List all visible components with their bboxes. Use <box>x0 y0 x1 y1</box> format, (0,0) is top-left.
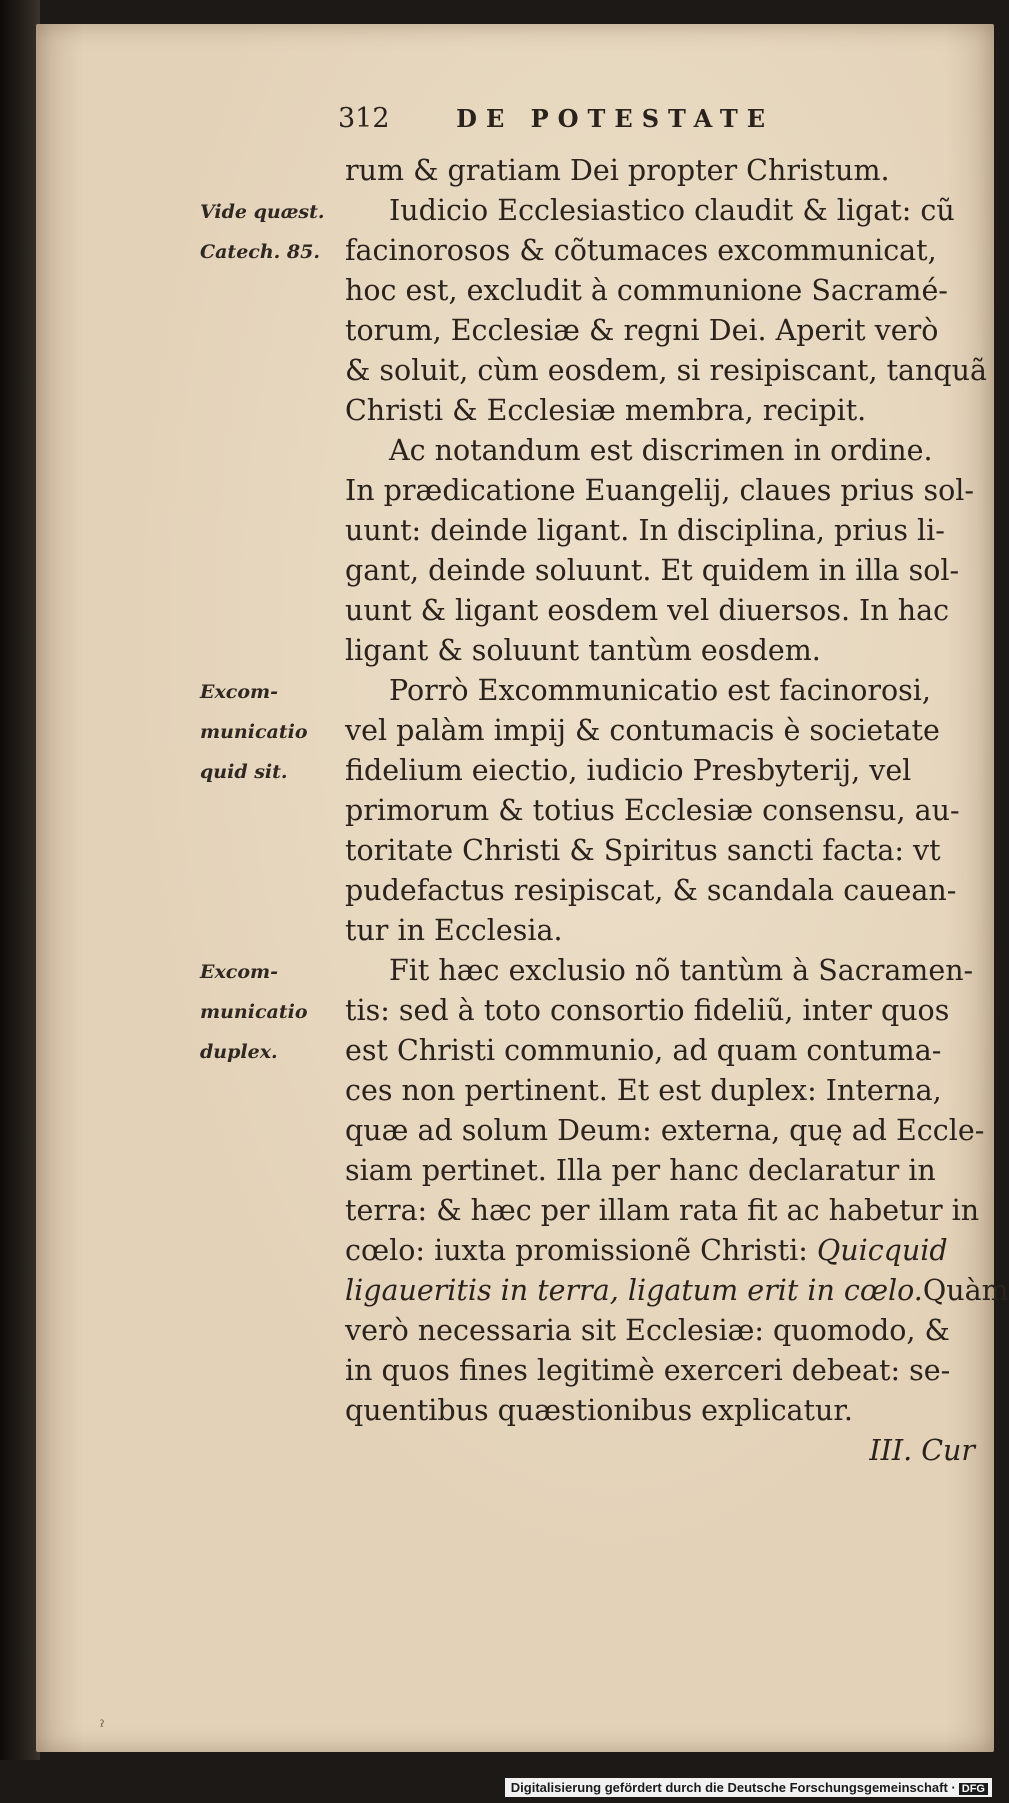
text-line: fidelium eiectio, iudicio Presbyterij, vel <box>345 754 912 787</box>
text-line: verò necessaria sit Ecclesiæ: quomodo, & <box>345 1314 950 1347</box>
text-line: quentibus quæstionibus explicatur. <box>345 1394 853 1427</box>
text-line: tur in Ecclesia. <box>345 914 563 947</box>
text-line: facinorosos & cõtumaces excommunicat, <box>345 234 937 267</box>
margin-note-line: duplex. <box>200 1041 278 1063</box>
digitization-credit <box>505 1778 992 1797</box>
margin-note-line: municatio <box>200 1001 308 1023</box>
page-number: 312 <box>338 103 390 134</box>
text-line: Christi & Ecclesiæ membra, recipit. <box>345 394 867 427</box>
text-line: torum, Ecclesiæ & regni Dei. Aperit verò <box>345 314 939 347</box>
text-line <box>345 1271 1009 1311</box>
text-line: Fit hæc exclusio nõ tantùm à Sacramen- <box>389 954 974 987</box>
text-line: toritate Christi & Spiritus sancti facta: vt <box>345 834 941 867</box>
margin-note-excommunication-definition <box>200 672 350 792</box>
text-line: Porrò Excommunicatio est facinorosi, <box>389 674 931 707</box>
text-line: pudefactus resipiscat, & scandala cauean- <box>345 874 957 907</box>
text-line: in quos fines legitimè exerceri debeat: se- <box>345 1354 951 1387</box>
text-line: quæ ad solum Deum: externa, quę ad Eccle- <box>345 1114 985 1147</box>
scripture-quote: ligaueritis in terra, ligatum erit in cœlo. <box>345 1274 923 1307</box>
margin-note-line: Excom- <box>200 681 279 703</box>
text-line: uunt: deinde ligant. In disciplina, prius li- <box>345 514 945 547</box>
running-head <box>338 103 774 134</box>
text-line: rum & gratiam Dei propter Christum. <box>345 154 890 187</box>
margin-note-reference <box>200 192 350 272</box>
binding-shadow <box>0 0 40 1760</box>
text-line: uunt & ligant eosdem vel diuersos. In hac <box>345 594 950 627</box>
catchword: III. Cur <box>869 1434 975 1467</box>
running-title: DE POTESTATE <box>456 104 775 133</box>
text-line: est Christi communio, ad quam contuma- <box>345 1034 942 1067</box>
margin-note-line: municatio <box>200 721 308 743</box>
text-line: Ac notandum est discrimen in ordine. <box>389 434 933 467</box>
text-line: primorum & totius Ecclesiæ consensu, au- <box>345 794 960 827</box>
text-segment: Quàm <box>922 1274 1009 1307</box>
text-segment: cœlo: iuxta promissionẽ Christi: <box>345 1234 808 1267</box>
margin-note-line: Vide quæst. <box>200 201 325 223</box>
text-line: gant, deinde soluunt. Et quidem in illa sol- <box>345 554 960 587</box>
text-line: Iudicio Ecclesiastico claudit & ligat: cũ <box>389 194 955 227</box>
scripture-quote: Quicquid <box>816 1234 948 1267</box>
text-line: tis: sed à toto consortio fideliũ, inter quos <box>345 994 950 1027</box>
margin-note-line: quid sit. <box>200 761 288 783</box>
credit-text: Digitalisierung gefördert durch die Deutsche Forschungsgemeinschaft · <box>510 1780 956 1795</box>
margin-note-excommunication-duplex <box>200 952 350 1072</box>
text-line: siam pertinet. Illa per hanc declaratur in <box>345 1154 936 1187</box>
text-line: hoc est, excludit à communione Sacramé- <box>345 274 948 307</box>
text-line: ligant & soluunt tantùm eosdem. <box>345 634 821 667</box>
text-line <box>345 1231 977 1271</box>
text-line: terra: & hæc per illam rata fit ac habetur in <box>345 1194 980 1227</box>
text-line: ces non pertinent. Et est duplex: Interna, <box>345 1074 942 1107</box>
margin-note-line: Catech. 85. <box>200 241 320 263</box>
margin-note-line: Excom- <box>200 961 279 983</box>
body-text <box>345 151 1009 1471</box>
text-line: & soluit, cùm eosdem, si resipiscant, tanquã <box>345 354 987 387</box>
stray-ink-mark: ˀ <box>100 1717 105 1736</box>
text-line: In prædicatione Euangelij, claues prius sol- <box>345 474 974 507</box>
text-line: vel palàm impij & contumacis è societate <box>345 714 940 747</box>
dfg-logo: DFG <box>959 1783 988 1795</box>
